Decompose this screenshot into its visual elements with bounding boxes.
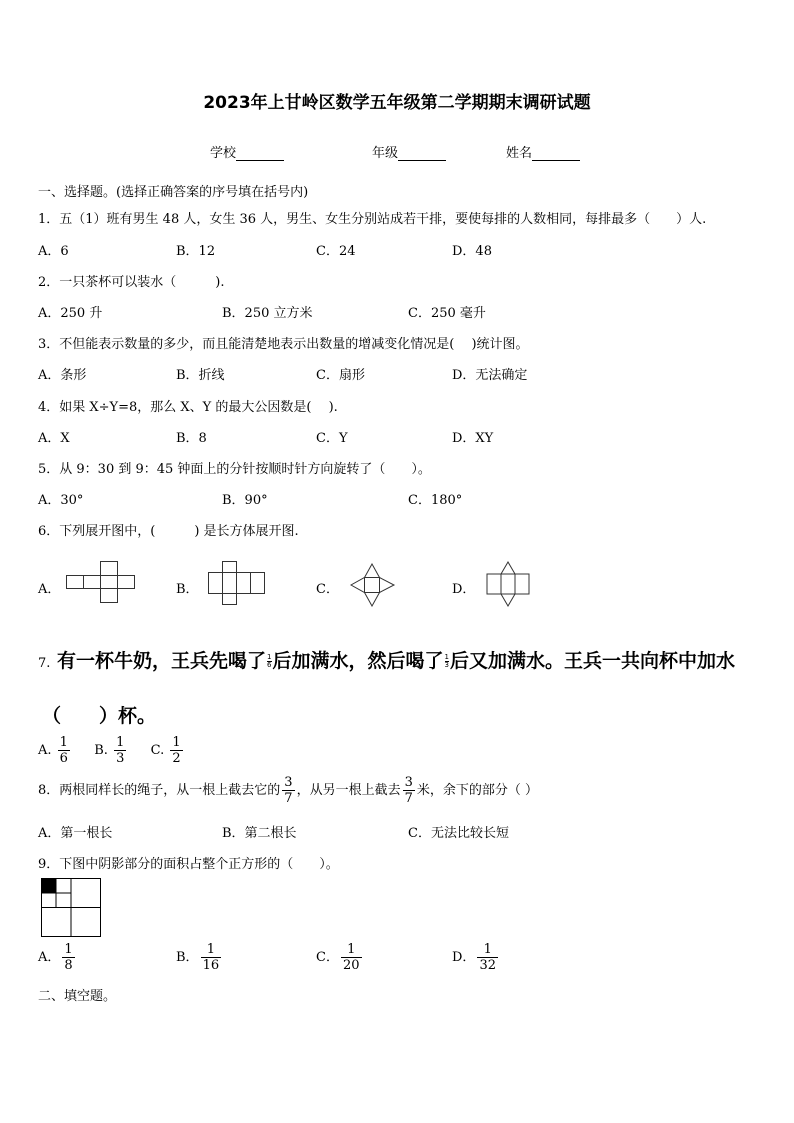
q4-option-d[interactable]: D．XY <box>452 431 494 446</box>
name-blank[interactable] <box>532 146 580 161</box>
grade-blank[interactable] <box>398 146 446 161</box>
q6-option-b[interactable]: B． <box>176 582 199 597</box>
q3-option-d[interactable]: D．无法确定 <box>452 368 528 383</box>
q7-option-b-fraction: $\frac{1}{3}$ <box>116 735 125 766</box>
q5-option-b[interactable]: B．90° <box>222 493 268 508</box>
q7-option-c-fraction: $\frac{1}{2}$ <box>172 735 181 766</box>
q7-part3: 后又加满水。王兵一共向杯中加水 <box>450 650 736 672</box>
grade-label: 年级 <box>372 146 399 161</box>
q9-option-d-fraction: $\frac{1}{32}$ <box>479 942 496 973</box>
question-9: 9．下图中阴影部分的面积占整个正方形的（ ）。 <box>38 857 339 872</box>
name-label: 姓名 <box>506 146 533 161</box>
question-5: 5．从 9：30 到 9：45 钟面上的分针按顺时针方向旋转了（ ）。 <box>38 462 431 477</box>
q5-option-a[interactable]: A．30° <box>38 493 84 508</box>
q9-option-c[interactable]: C． $\frac{1}{20}$ <box>316 942 360 973</box>
q7-part1: 有一杯牛奶，王兵先喝了 <box>57 650 267 672</box>
q7-fraction-1: $\frac{1}{6}$ <box>267 653 272 669</box>
school-field[interactable] <box>210 142 284 161</box>
name-field[interactable] <box>506 142 580 161</box>
shaded-square-figure <box>41 878 103 938</box>
q4-option-b[interactable]: B．8 <box>176 431 207 446</box>
q7-line2: （ ）杯。 <box>42 705 157 727</box>
q8-part1: 8．两根同样长的绳子，从一根上截去它的 <box>38 783 281 798</box>
q8-option-a[interactable]: A．第一根长 <box>38 826 113 841</box>
q1-option-c[interactable]: C．24 <box>316 244 356 259</box>
q2-option-c[interactable]: C．250 毫升 <box>408 306 486 321</box>
q9-option-d[interactable]: D． $\frac{1}{32}$ <box>452 942 496 973</box>
q7-option-c[interactable]: C. $\frac{1}{2}$ <box>150 735 181 766</box>
q6-option-c[interactable]: C． <box>316 582 339 597</box>
q7-options <box>38 735 185 766</box>
page-title: 2023年上甘岭区数学五年级第二学期期末调研试题 <box>203 93 591 113</box>
q6-option-d[interactable]: D． <box>452 582 476 597</box>
q7-fraction-2: $\frac{1}{3}$ <box>444 653 449 669</box>
question-4: 4．如果 X÷Y=8，那么 X、Y 的最大公因数是( ). <box>38 400 338 415</box>
question-6: 6．下列展开图中，( ) 是长方体展开图. <box>38 524 299 539</box>
q7-option-a-fraction: $\frac{1}{6}$ <box>59 735 68 766</box>
q4-option-a[interactable]: A．X <box>38 431 70 446</box>
q4-option-c[interactable]: C．Y <box>316 431 348 446</box>
question-1: 1．五（1）班有男生 48 人，女生 36 人，男生、女生分别站成若干排，要使每排的人数相同，每排最多（ ）人. <box>38 212 707 227</box>
q7-number: 7. <box>38 656 51 671</box>
q1-option-b[interactable]: B．12 <box>176 244 216 259</box>
q7-option-b[interactable]: B. $\frac{1}{3}$ <box>94 735 125 766</box>
q8-option-c[interactable]: C．无法比较长短 <box>408 826 509 841</box>
school-label: 学校 <box>210 146 237 161</box>
q9-option-b-fraction: $\frac{1}{16}$ <box>202 942 220 973</box>
q9-option-c-fraction: $\frac{1}{20}$ <box>342 942 360 973</box>
question-8 <box>38 775 538 806</box>
q7-option-a[interactable]: A. $\frac{1}{6}$ <box>38 735 68 766</box>
school-blank[interactable] <box>236 146 284 161</box>
question-7 <box>38 646 735 673</box>
q3-option-c[interactable]: C．扇形 <box>316 368 365 383</box>
q8-fraction-2: $\frac{3}{7}$ <box>404 775 413 806</box>
q2-option-a[interactable]: A．250 升 <box>38 306 103 321</box>
net-d-figure <box>486 561 532 607</box>
q8-part2: ，从另一根上截去 <box>296 783 401 798</box>
q8-fraction-1: $\frac{3}{7}$ <box>284 775 293 806</box>
question-3: 3．不但能表示数量的多少，而且能清楚地表示出数量的增减变化情况是( )统计图。 <box>38 337 529 352</box>
section-heading-fill: 二、填空题。 <box>38 989 117 1004</box>
q1-option-d[interactable]: D．48 <box>452 244 492 259</box>
q3-option-a[interactable]: A．条形 <box>38 368 87 383</box>
q1-option-a[interactable]: A．6 <box>38 244 69 259</box>
q2-option-b[interactable]: B．250 立方米 <box>222 306 313 321</box>
q5-option-c[interactable]: C．180° <box>408 493 463 508</box>
q7-part2: 后加满水，然后喝了 <box>272 650 444 672</box>
q3-option-b[interactable]: B．折线 <box>176 368 225 383</box>
grade-field[interactable] <box>372 142 446 161</box>
net-b-figure <box>208 561 266 605</box>
q9-option-b[interactable]: B． $\frac{1}{16}$ <box>176 942 220 973</box>
net-c-figure <box>350 563 396 607</box>
section-heading-choice: 一、选择题。(选择正确答案的序号填在括号内) <box>38 185 309 200</box>
q9-option-a-fraction: $\frac{1}{8}$ <box>64 942 73 973</box>
q8-option-b[interactable]: B．第二根长 <box>222 826 297 841</box>
question-2: 2．一只茶杯可以装水（ ). <box>38 275 225 290</box>
net-a-figure <box>66 561 138 603</box>
q6-option-a[interactable]: A． <box>38 582 61 597</box>
q8-part3: 米，余下的部分（ ） <box>416 783 538 798</box>
q9-option-a[interactable]: A． $\frac{1}{8}$ <box>38 942 73 973</box>
